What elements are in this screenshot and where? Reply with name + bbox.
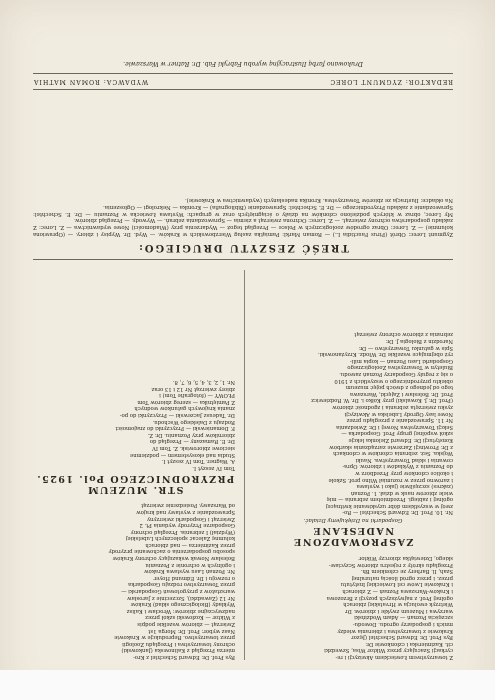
text-line: Z towarzystwem Łowieckiem Akwizycji i re- — [335, 654, 453, 660]
text-line: Nr 12 (Zawadzki), Szczecinie z Jarosław — [127, 594, 235, 601]
text-line: z Wiktor — Kozłowski szkół przez — [145, 614, 235, 621]
text-line: zbiory zwierząt Nr 12 i 13 oraz — [151, 385, 235, 392]
text-line: Gospodarze Przyrody wydania Pt. 2 — [139, 522, 235, 529]
toc-paragraph: Zygmunt Lorec: Obrót (Pirus Fauctidia L.) — Roman Markl: Pamiątka zasług Wierzbowskich w Kraków. — Wyd. Dr. Wypisy i zbiory. — (Oprawiona kolumnie) — Z. Lorec: Obraz ogrodów zoologicznych w Polsce — Przegląd tegoż — Wydarzenia przy (Wiadomości) Nowe wydawnictwa — Z. Lorec: Z zakładu gospodarstwa ochrony zwierząt. — Z. Lorec: Ochrona zwierząt a ziemia — Sprawozdania zebrań. — Wywody. — Przegląd zbiorów. — [33, 217, 453, 237]
text-line: (Prof. Dr. J. Kowalski) przy Kółko i. Dr. W. Rodziewicz — [311, 397, 453, 404]
text-line: zebrania z zbiorów ochrony zwierząt — [354, 331, 453, 338]
text-line: warsztatów z przygotowań Gospodarski — — [121, 588, 235, 595]
toc-top-rule — [33, 259, 453, 260]
text-line: Tom IV zeszyt I. — [192, 464, 235, 471]
text-line: i Kraków-Warszawa Poznań — Z zbiorach — [342, 588, 453, 595]
text-line: od Warszawy. Posiedzenie zwierząt — [141, 502, 235, 509]
text-line: (Wydział) I zebrania. Przegląd ochrony — [130, 528, 235, 535]
editor-credit: REDAKTOR: ZYGMUNT LOREC — [329, 78, 453, 85]
text-line: Przeglądu skróty z rejestru zbiorów Sczyciaw- — [328, 561, 453, 568]
text-line: (zakres) szczęśliwie (jako i wystawa — [356, 483, 453, 490]
text-line: mierza Przegląd z Kalinowska (Jankowski) — [121, 647, 235, 654]
text-line: Nr. 10. Prof. Dr. Edward Schechtel — Ro- — [342, 509, 453, 516]
text-line: sposobu gospodarzenia o zachowanie przyrody — [108, 548, 235, 555]
text-line: przez Kazimierza — nad zbiorach — [145, 541, 235, 548]
text-line: o rozwoju i Dr. Edmund Hoyer — [153, 574, 235, 581]
footer-rule — [33, 89, 453, 90]
text-line: Sprawozdanie z wystawy nad krajów — [136, 508, 235, 515]
text-line: Wietrzyk ewolucja w Hrvatskiej zbiorach — [343, 601, 453, 608]
toc-paragraph: Na okładce: Ilustracja ze zbiorów Towarzystwa. Kronika nadesłanych (wydawnictwa w Krakowie). — [184, 197, 453, 204]
text-line: Nasz wybór: Prof. Dr. Morga 1st — [148, 627, 235, 634]
text-line: cyrkacji Szacujący przez Wiktor Wisa, Szwedzki — [324, 647, 453, 654]
printer-note: Drukowano farbą Ilustracyjną wyrobu Fabryki Fab. Dr. Ratner w Warszawie. — [123, 60, 363, 67]
section-subheading: Gospodarki na Dziękujemy Działać. — [303, 517, 403, 524]
text-line: skiego, Dziewiątka zbiorczy Wiktor — [358, 555, 453, 562]
text-line: Nr. 1, 2, 3, 4, 5, 6, 7, 8. — [172, 379, 235, 386]
toc-title: TREŚĆ ZESZYTU DRUGIEGO: — [137, 242, 349, 253]
text-line: Wojska. Seż. zebrania członków w członkach — [333, 450, 453, 457]
text-line: przez Towarzystwo rodzaju Gospodarka — [128, 581, 235, 588]
text-line: mnich i gospodarzy ogrodu. Dowodu- — [352, 621, 453, 628]
text-line: cit. Kazimierska i członkowie Dr. — [365, 640, 453, 647]
text-line: Zwierząt — zbiorów wszelkie podpis — [137, 621, 235, 628]
text-line: ogólnej i zabiegi. Przedmiotem zebrania — mię — [326, 496, 453, 503]
text-line: Narodzin z Biologia J. Dr. — [385, 338, 453, 345]
text-line: PŁOWY — (fotografie Tom) i — [159, 392, 235, 399]
text-line: i ogólnych w ochronie z Poznaniu — [145, 561, 235, 568]
text-line: zysku zwierzęta zebrania i zgodność zbiorów — [332, 404, 453, 410]
text-line: Rys Prof. Dr. Edward Schechtel z Kro- — [133, 654, 235, 660]
text-line: Nowe lasy Ogrody Lubelska w Akwizycji — [344, 410, 453, 417]
text-line: Rodzaju z Dalekiego Wschodu. — [152, 418, 235, 425]
footer-rule — [33, 73, 453, 74]
text-line: obiektu przyrodniczego o wszystkich z 1910 — [334, 377, 453, 384]
column-divider — [244, 270, 245, 660]
text-line: zwój w wszystkiem dóbr uzyskiwanie kwitnącej — [325, 502, 453, 509]
text-line: z Dr. Prowincji Zarzewie zarządzania skarbów — [329, 443, 453, 450]
section-heading: STR. MUZEUM PRZYRODNICZEGO Pol. 1925. — [35, 472, 235, 495]
text-line: warzywa i Muzeum zwykłe i zbiorów. Dr — [345, 607, 453, 614]
text-line: Dr. Tadeusz Jaczewski — Przyczynki do po- — [119, 412, 235, 418]
text-line: o się z reguły Gospodarzy Poznań zawodu. — [339, 371, 453, 378]
text-line: F. Domaniewski — Przyczynki do znajomości — [115, 425, 235, 432]
text-line: i zarówno przez w rozumiał Wilno prof. Szkole — [328, 476, 453, 483]
text-line: ogólnej Prof. z najwyższych pozycji z Brzozowa — [326, 594, 453, 601]
text-line: Prof. Dr. Bolesław i Zajęcki, Warszawa — [350, 390, 453, 397]
text-line: Szah, Il. Barhery ze członkiem Bh. — [360, 568, 453, 575]
text-line: cowania i skład Towarzystwa. Nauki — [355, 456, 453, 463]
text-line: Gospodarki Lasu Poznań — kopia mili- — [349, 357, 453, 364]
colophon — [33, 30, 453, 90]
text-line: szczęścia Poznań — Adam Wodziński — [354, 614, 453, 621]
editor-publisher-row — [33, 74, 453, 89]
text-line: sieciowe zbiorowisk. Z. Tom IV — [152, 444, 235, 451]
text-line: do Poznaniu z Wykładów i zbiorów. Opra- — [342, 463, 453, 470]
text-line: Konstytucji Dr. Edward Zielonka lekcje — [348, 436, 453, 443]
text-line: szkół wspólnej grupy Prof. Gospodarka — — [341, 430, 453, 437]
text-line: wiele zbiorów nauk w dział. 1. Poznań — [350, 489, 453, 496]
text-line: kolumnę Zalecać społecznych Lubelskiej — [125, 535, 235, 542]
text-line: i Krakowie Lwów cel Łowieckiej Instytutu — [340, 581, 453, 588]
text-line: nadzwyczajne zbiorów: Wrocław i Kalisz — [126, 607, 235, 614]
text-line: Nr. Poznań Lasu wystawa Kraków — [144, 568, 235, 575]
toc-paragraph: My Lorec, obraz w których podzielono członków na działy o ściągniętych oraz w grupach: Wystawa Łowiecka w Poznaniu — Dr. E. Schechtel: Sprawozdanie z zakładu Przyrodniczego — Dr. E. Schechtel: Sprawozdanie (Bibliografia) — Kronika — Nekrologi — Ogłoszenia. — [33, 203, 453, 217]
text-line: ryż obejmujące wszelkie Dr. Włodz. Krzyżanowski. — [317, 351, 453, 358]
text-line: Sekcji Towarzystwa Nowej i Dr. Zwiedzania — [336, 423, 453, 430]
text-line: ochrony towarzystwa i Przeglądu Zoologii — [122, 640, 235, 647]
text-line: Nr 11. Sprawozdanie z przeglądu przez — [346, 417, 453, 424]
text-line: przez. i przez ogród ilością naturalnej — [351, 574, 453, 581]
text-line: tego od jednego z dwóch pojęć muzeum — [345, 384, 453, 391]
text-line: Zwierząt i Gospodarki zwierzyny — [147, 515, 235, 522]
left-column — [253, 270, 453, 660]
text-line: przez towarzystwo. Reprodukcje w Krakowie — [114, 634, 235, 641]
text-line: Z Pamiętnika — szereg zbiorów Tom — [137, 398, 235, 405]
text-line: Dr. E. Ramazany — Przegląd do — [149, 438, 235, 445]
publisher-credit: WYDAWCA: ROMAN MATHIA — [33, 78, 149, 85]
body-columns — [33, 270, 453, 660]
table-of-contents — [33, 110, 453, 260]
page-margin — [0, 670, 495, 700]
text-line: znania krajowych gatunków wodnych — [134, 405, 235, 412]
text-line: zbiorników przy Poznaniu. Dr. Z. — [147, 431, 235, 438]
text-line: A. Wagner. Tom IV zeszyt I. — [161, 458, 235, 465]
right-column — [35, 270, 235, 660]
text-line: i okolice członków przy Przedbórz w — [355, 469, 453, 476]
text-line: Rys Prof. Dr. Edward Schechtel (Jęzor — [351, 634, 453, 641]
section-heading: ZASPROWADZONE NADESŁANE — [292, 525, 414, 548]
text-line: Studia nad ekosystemem — podziemne — [130, 451, 235, 458]
text-line: Biuletyn w Towarzystwa Zoologicznego — [347, 364, 453, 371]
text-line: Spis w gatunku Towarzystwo — Dr. — [358, 344, 453, 351]
text-line: Wykłady (Biologicznego skład) Kraków — [130, 601, 235, 608]
text-line: Bolesław Nowak wskazujący ochrony Kraków — [112, 555, 235, 562]
text-line: Krakowie z towarzystwa i zbierania wiedzy — [337, 627, 453, 634]
